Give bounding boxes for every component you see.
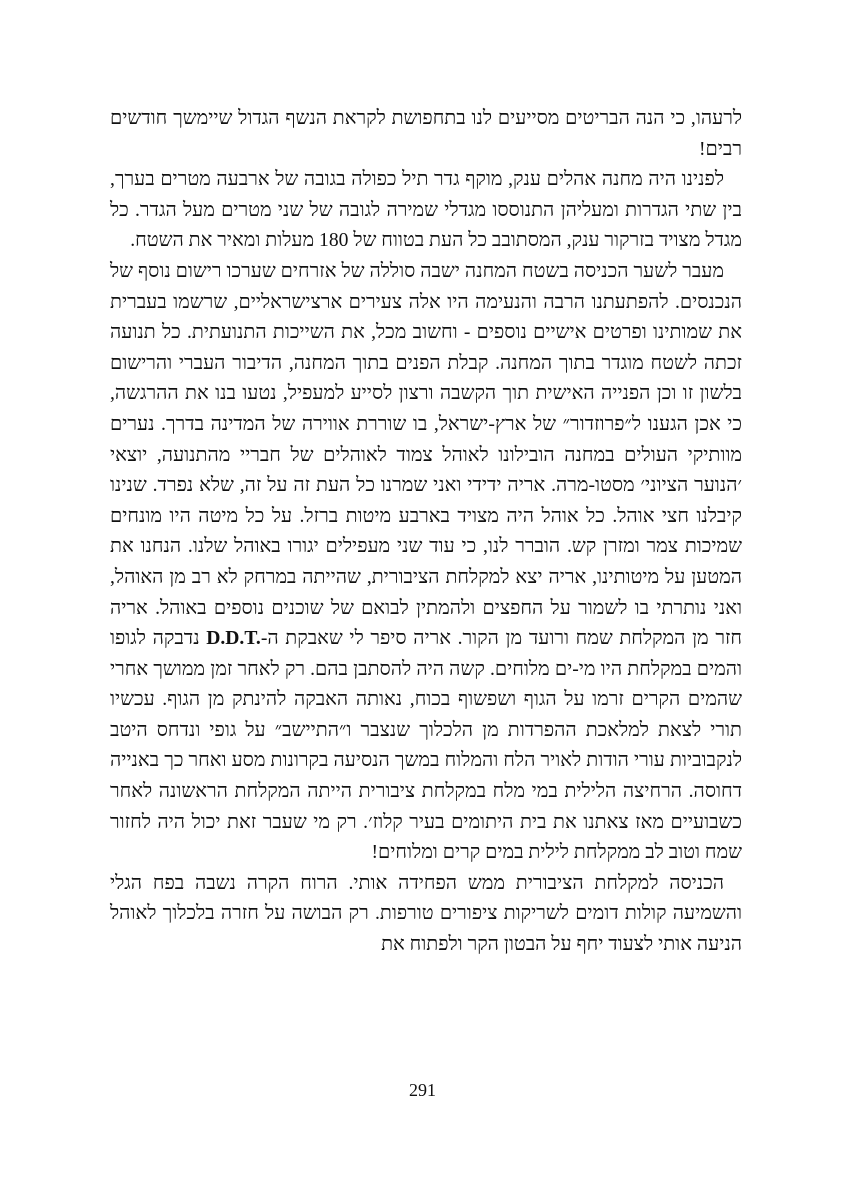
paragraph-3 <box>110 257 742 869</box>
paragraph-3-text-after: נדבקה לגופו והמים במקלחת היו מי-ים מלוחים. קשה היה להסתבן בהם. רק לאחר זמן ממושך אחרי שהמים הקרים זרמו על הגוף ושפשוף בכוח, נאותה האבקה להינתק מן הגוף. עכשיו תורי לצאת למלאכת ההפרדות מן הלכלוך שנצבר ו״התיישב״ על גופי ונדחס היטב לנקבוביות עורי הודות לאויר הלח והמלוח במשך הנסיעה בקרונות מסע ואחר כך באנייה דחוסה. הרחיצה הלילית במי מלח במקלחת ציבורית הייתה המקלחת הראשונה לאחר כשבועיים מאז צאתנו את בית היתומים בעיר קלוז׳. רק מי שעבר זאת יכול היה לחזור שמח וטוב לב ממקלחת לילית במים קרים ומלוחים! <box>110 628 742 864</box>
paragraph-1 <box>110 104 742 165</box>
paragraph-2 <box>110 165 742 257</box>
paragraph-4 <box>110 869 742 961</box>
paragraph-3-text-before: מעבר לשער הכניסה בשטח המחנה ישבה סוללה של אזרחים שערכו רישום נוסף של הנכנסים. להפתעתנו הרבה והנעימה היו אלה צעירים ארצישראליים, שרשמו בעברית את שמותינו ופרטים אישיים נוספים - וחשוב מכל, את השייכות התנועתית. כל תנועה זכתה לשטח מוגדר בתוך המחנה. קבלת הפנים בתוך המחנה, הדיבור העברי והרישום בלשון זו וכן הפנייה האישית תוך הקשבה ורצון לסייע למעפיל, נטעו בנו את ההרגשה, כי אכן הגענו ל״פרוזדור״ של ארץ-ישראל, בו שוררת אווירה של המדינה בדרך. נערים מוותיקי העולים במחנה הובילונו לאוהל צמוד לאוהלים של חבריי מהתנועה, יוצאי ׳הנוער הציוני׳ מסטו-מרה. אריה ידידי ואני שמרנו כל העת זה על זה, שלא נפרד. שנינו קיבלנו חצי אוהל. כל אוהל היה מצויד בארבע מיטות ברזל. על כל מיטה היו מונחים שמיכות צמר ומזרן קש. הוברר לנו, כי עוד שני מעפילים יגורו באוהל שלנו. הנחנו את המטען על מיטותינו, אריה יצא למקלחת הציבורית, שהייתה במרחק לא רב מן האוהל, ואני נותרתי בו לשמור על החפצים ולהמתין לבואם של שוכנים נוספים באוהל. אריה חזר מן המקלחת שמח ורועד מן הקור. אריה סיפר לי שאבקת ה- <box>110 260 743 650</box>
paragraph-4-text: הכניסה למקלחת הציבורית ממש הפחידה אותי. הרוח הקרה נשבה בפח הגלי והשמיעה קולות דומים לשריקות ציפורים טורפות. רק הבושה על חזרה בלכלוך לאוהל הניעה אותי לצעוד יחף על הבטון הקר ולפתוח את <box>110 872 742 956</box>
paragraph-1-text: לרעהו, כי הנה הבריטים מסייעים לנו בתחפושת לקראת הנשף הגדול שיימשך חודשים רבים! <box>110 108 742 160</box>
ddt-term: D.D.T. <box>206 628 261 650</box>
page-number: 291 <box>409 1080 436 1100</box>
paragraph-2-text: לפנינו היה מחנה אהלים ענק, מוקף גדר תיל כפולה בגובה של ארבעה מטרים בערך, בין שתי הגדרות ומעליהן התנוססו מגדלי שמירה לגובה של שני מטרים מעל הגדר. כל מגדל מצויד בזרקור ענק, המסתובב כל העת בטווח של 180 מעלות ומאיר את השטח. <box>110 169 742 252</box>
document-page <box>110 104 742 961</box>
